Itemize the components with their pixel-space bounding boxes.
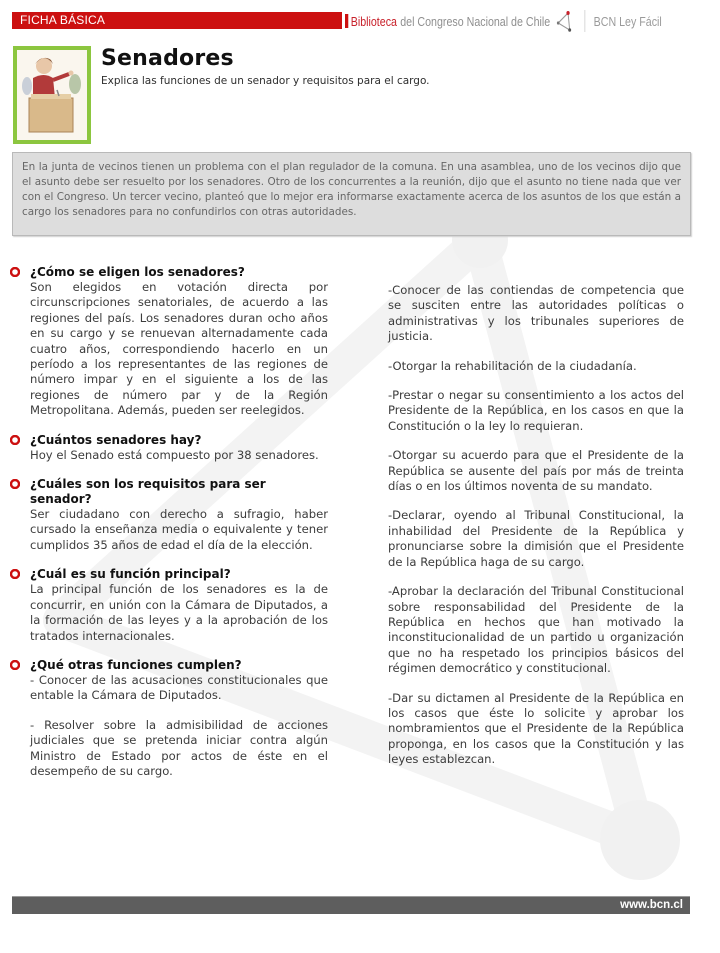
page-subtitle: Explica las funciones de un senador y requisitos para el cargo. xyxy=(101,75,430,87)
function-item: -Dar su dictamen al Presidente de la República en los casos que éste lo solicite y aprobar los nombramientos que el Presidente de la República proponga, en los casos que la Constitución y las leyes establezcan. xyxy=(388,690,684,767)
function-item: -Aprobar la declaración del Tribunal Constitucional sobre responsabilidad del Presidente de la República en hechos que han motivado la inconstitucionalidad de un partido u organización que no ha respetado los principios básicos del régimen democrático y constitucional. xyxy=(388,584,684,676)
question-heading: ¿Cuántos senadores hay? xyxy=(10,433,328,448)
question-heading: ¿Cuál es su función principal? xyxy=(10,567,328,582)
question-answer: Hoy el Senado está compuesto por 38 senadores. xyxy=(30,447,319,462)
bullet-icon xyxy=(10,435,20,445)
section-label-bar: FICHA BÁSICA xyxy=(12,12,342,29)
senator-speaking-icon xyxy=(17,50,87,140)
question-answer: Son elegidos en votación directa por circunscripciones senatoriales, de acuerdo a las regiones del país. Los senadores duran ocho años en su cargo y se renuevan alternadamente cada cuatro años, correspondiendo hacerlo en un período a los representantes de las regiones de número impar y en el siguiente a los de las regiones de número par y de la Región Metropolitana. Además, pueden ser reelegidos. xyxy=(30,280,328,418)
brand-highlight: Biblioteca xyxy=(350,13,397,29)
question-block xyxy=(10,477,328,553)
bullet-icon xyxy=(10,479,20,489)
other-functions-column xyxy=(388,283,684,782)
question-answer: - Conocer de las acusaciones constitucionales que entable la Cámara de Diputados. - Resolver sobre la admisibilidad de acciones judiciales que se pretenda iniciar contra algún Ministro de Estado por actos de éste en el desempeño de su cargo. xyxy=(30,672,328,778)
page-title: Senadores xyxy=(101,46,234,71)
function-item: -Prestar o negar su consentimiento a los actos del Presidente de la República, en los casos en que la Constitución o la ley lo requieran. xyxy=(388,388,684,433)
question-heading: ¿Qué otras funciones cumplen? xyxy=(10,658,328,673)
questions-column xyxy=(10,265,328,793)
question-heading: ¿Cuáles son los requisitos para ser senador? xyxy=(10,477,328,507)
function-item: -Otorgar la rehabilitación de la ciudadanía. xyxy=(388,358,637,373)
product-name: BCN Ley Fácil xyxy=(593,13,662,29)
bullet-icon xyxy=(10,267,20,277)
bullet-icon xyxy=(10,660,20,670)
function-item: -Otorgar su acuerdo para que el Presidente de la República se ausente del país por más de treinta días o en los últimos noventa de su mandato. xyxy=(388,448,684,494)
footer-url-link[interactable]: www.bcn.cl xyxy=(620,899,683,911)
brand-divider xyxy=(585,10,586,32)
footer-bar xyxy=(12,896,690,914)
question-heading: ¿Cómo se eligen los senadores? xyxy=(10,265,328,280)
function-item: -Declarar, oyendo al Tribunal Constitucional, la inhabilidad del Presidente de la República y pronunciarse sobre la dimisión que el Presidente de la República haga de su cargo. xyxy=(388,508,684,569)
brand-mark-icon xyxy=(345,14,348,28)
question-block xyxy=(10,433,328,463)
bullet-icon xyxy=(10,569,20,579)
bcn-logo-icon xyxy=(555,10,573,32)
question-block xyxy=(10,265,328,419)
question-block xyxy=(10,567,328,644)
question-answer: La principal función de los senadores es la de concurrir, en unión con la Cámara de Diputados, a la formación de las leyes y a la aprobación de los tratados internacionales. xyxy=(30,582,328,643)
brand-name: del Congreso Nacional de Chile xyxy=(400,13,551,29)
scenario-box: En la junta de vecinos tienen un problema con el plan regulador de la comuna. En una asamblea, uno de los vecinos dijo que el asunto debe ser resuelto por los senadores. Otro de los concurrentes a la reunión, dijo que el asunto no tiene nada que ver con el Congreso. Un tercer vecino, planteó que lo mejor era informarse exactamente acerca de los asuntos de los que están a cargo los senadores para no confundirlos con otras autoridades. xyxy=(12,152,691,236)
function-item: -Conocer de las contiendas de competencia que se susciten entre las autoridades políticas o administrativas y los tribunales superiores de justicia. xyxy=(388,283,684,344)
senator-illustration xyxy=(13,46,91,144)
bcn-brand-header[interactable] xyxy=(345,10,662,32)
question-block xyxy=(10,658,328,779)
question-answer: Ser ciudadano con derecho a sufragio, haber cursado la enseñanza media o equivalente y tener cumplidos 35 años de edad el día de la elección. xyxy=(30,507,328,552)
